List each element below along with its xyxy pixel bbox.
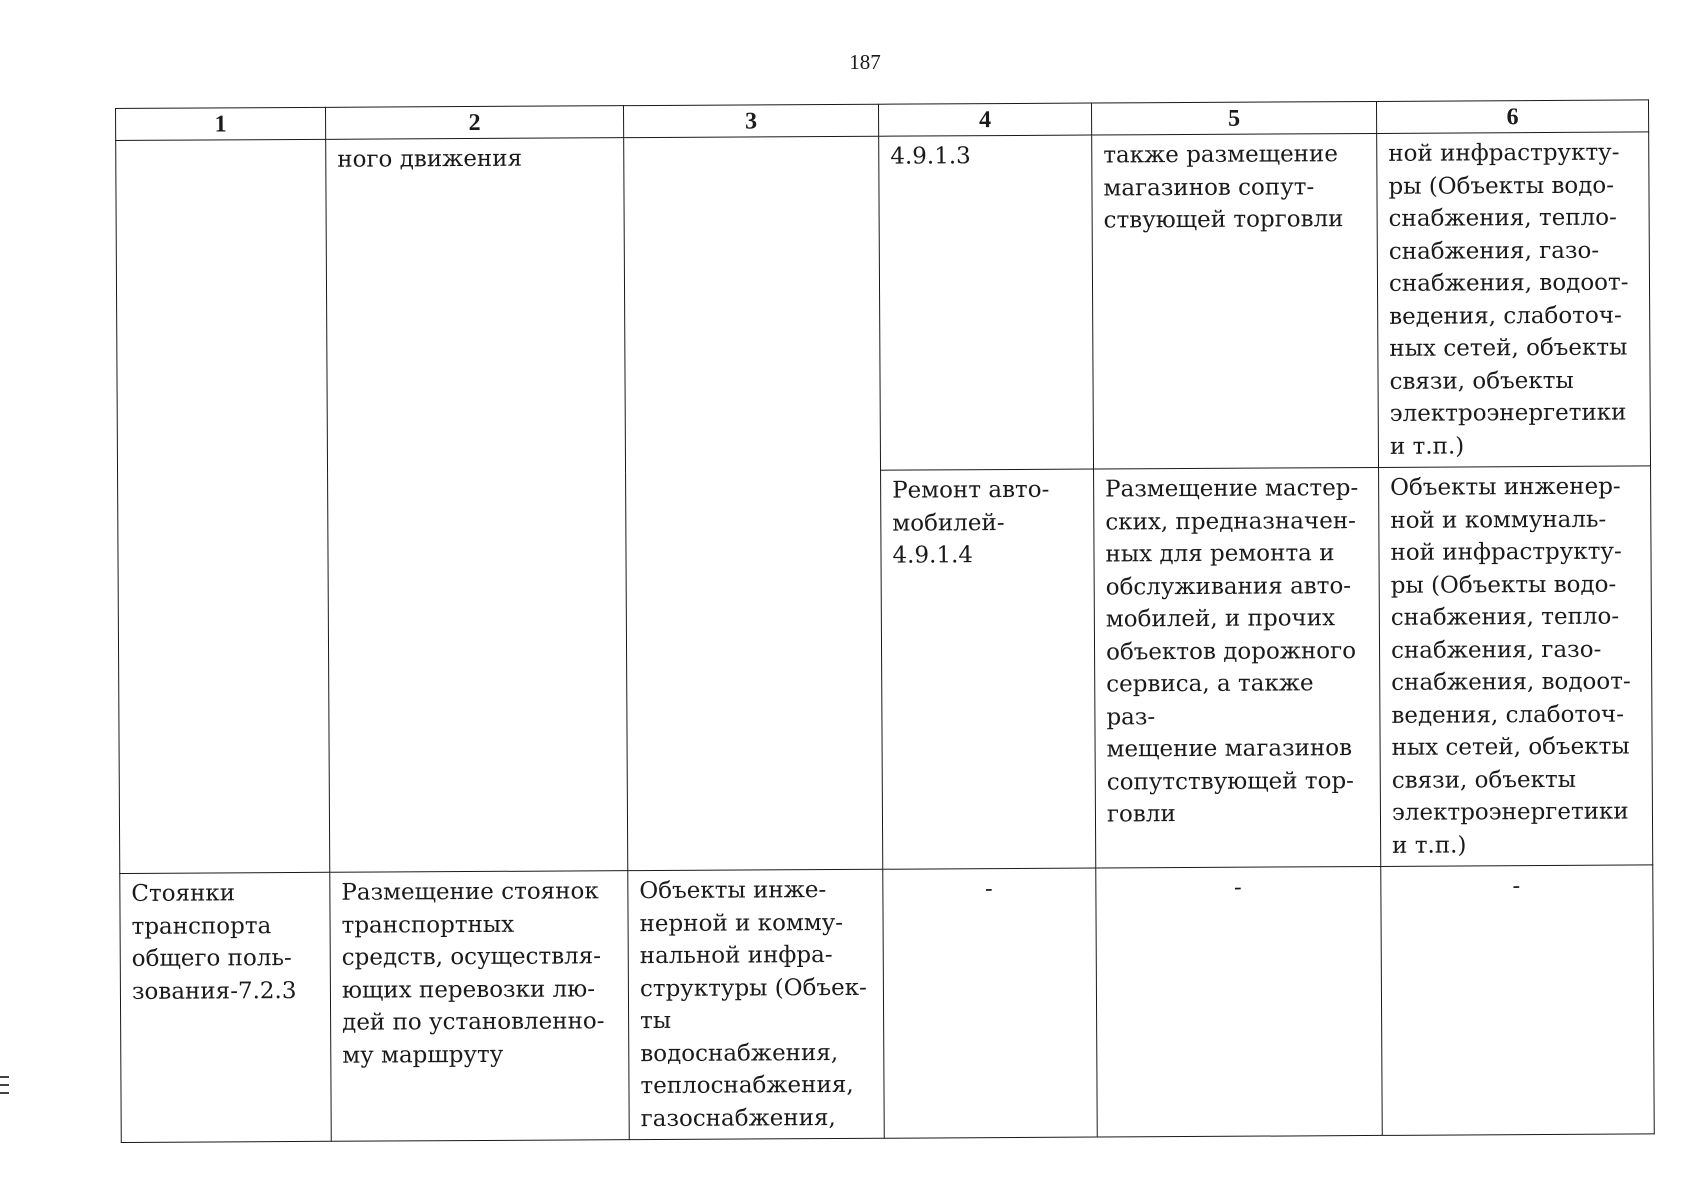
- table-row: [120, 865, 1654, 1143]
- scan-mark-line: [0, 1084, 9, 1086]
- row-b-cell-5: Размещение мастер- ских, предназначен- ных для ремонта и обслуживания авто- мобилей, и прочих объектов дорожного сервиса, а также раз- мещение магазинов сопутствующей тор- говли: [1094, 467, 1381, 868]
- scan-edge-marks: [0, 1076, 9, 1100]
- row-c-cell-6: -: [1381, 865, 1654, 1136]
- column-header-6: 6: [1376, 100, 1648, 134]
- land-use-table: [115, 99, 1655, 1143]
- column-header-1: 1: [116, 107, 326, 140]
- table-row: [116, 132, 1651, 475]
- row-a-cell-2: ного движения: [326, 138, 628, 873]
- row-a-cell-5: также размещение магазинов сопут- ствующей торговли: [1092, 133, 1379, 469]
- row-c-cell-1: Стоянки транспорта общего поль- зования-7.2.3: [120, 872, 331, 1142]
- row-a-cell-4: 4.9.1.3: [879, 135, 1094, 470]
- row-b-cell-6: Объекты инженер- ной и коммуналь- ной инфраструкту- ры (Объекты водо- снабжения, тепло- снабжения, газо- снабжения, водоот- ведения, слаботоч- ных сетей, объекты связи, объекты электроэнергетики и т.п.): [1379, 466, 1653, 867]
- column-header-5: 5: [1091, 101, 1376, 135]
- page-number: 187: [849, 50, 881, 74]
- row-b-cell-4: Ремонт авто- мобилей- 4.9.1.4: [881, 469, 1096, 869]
- row-c-cell-3: Объекты инже- нерной и комму- нальной инфра- структуры (Объек- ты водоснабжения, теплоснабжения, газоснабжения,: [628, 869, 884, 1139]
- column-header-4: 4: [878, 103, 1091, 136]
- row-a-cell-6: ной инфраструкту- ры (Объекты водо- снабжения, тепло- снабжения, газо- снабжения, водоот- ведения, слаботоч- ных сетей, объекты связи, объекты электроэнергетики и т.п.): [1377, 132, 1651, 468]
- column-header-3: 3: [623, 104, 878, 137]
- row-a-cell-3: [624, 136, 883, 870]
- row-c-cell-5: -: [1096, 866, 1382, 1137]
- column-header-2: 2: [325, 106, 623, 140]
- row-c-cell-2: Размещение стоянок транспортных средств, осуществля- ющих перевозки лю- дей по установленно- му маршруту: [330, 871, 629, 1142]
- row-c-cell-4: -: [883, 868, 1097, 1138]
- scan-mark-line: [0, 1076, 9, 1078]
- scan-mark-line: [0, 1092, 9, 1094]
- row-a-cell-1: [116, 139, 330, 873]
